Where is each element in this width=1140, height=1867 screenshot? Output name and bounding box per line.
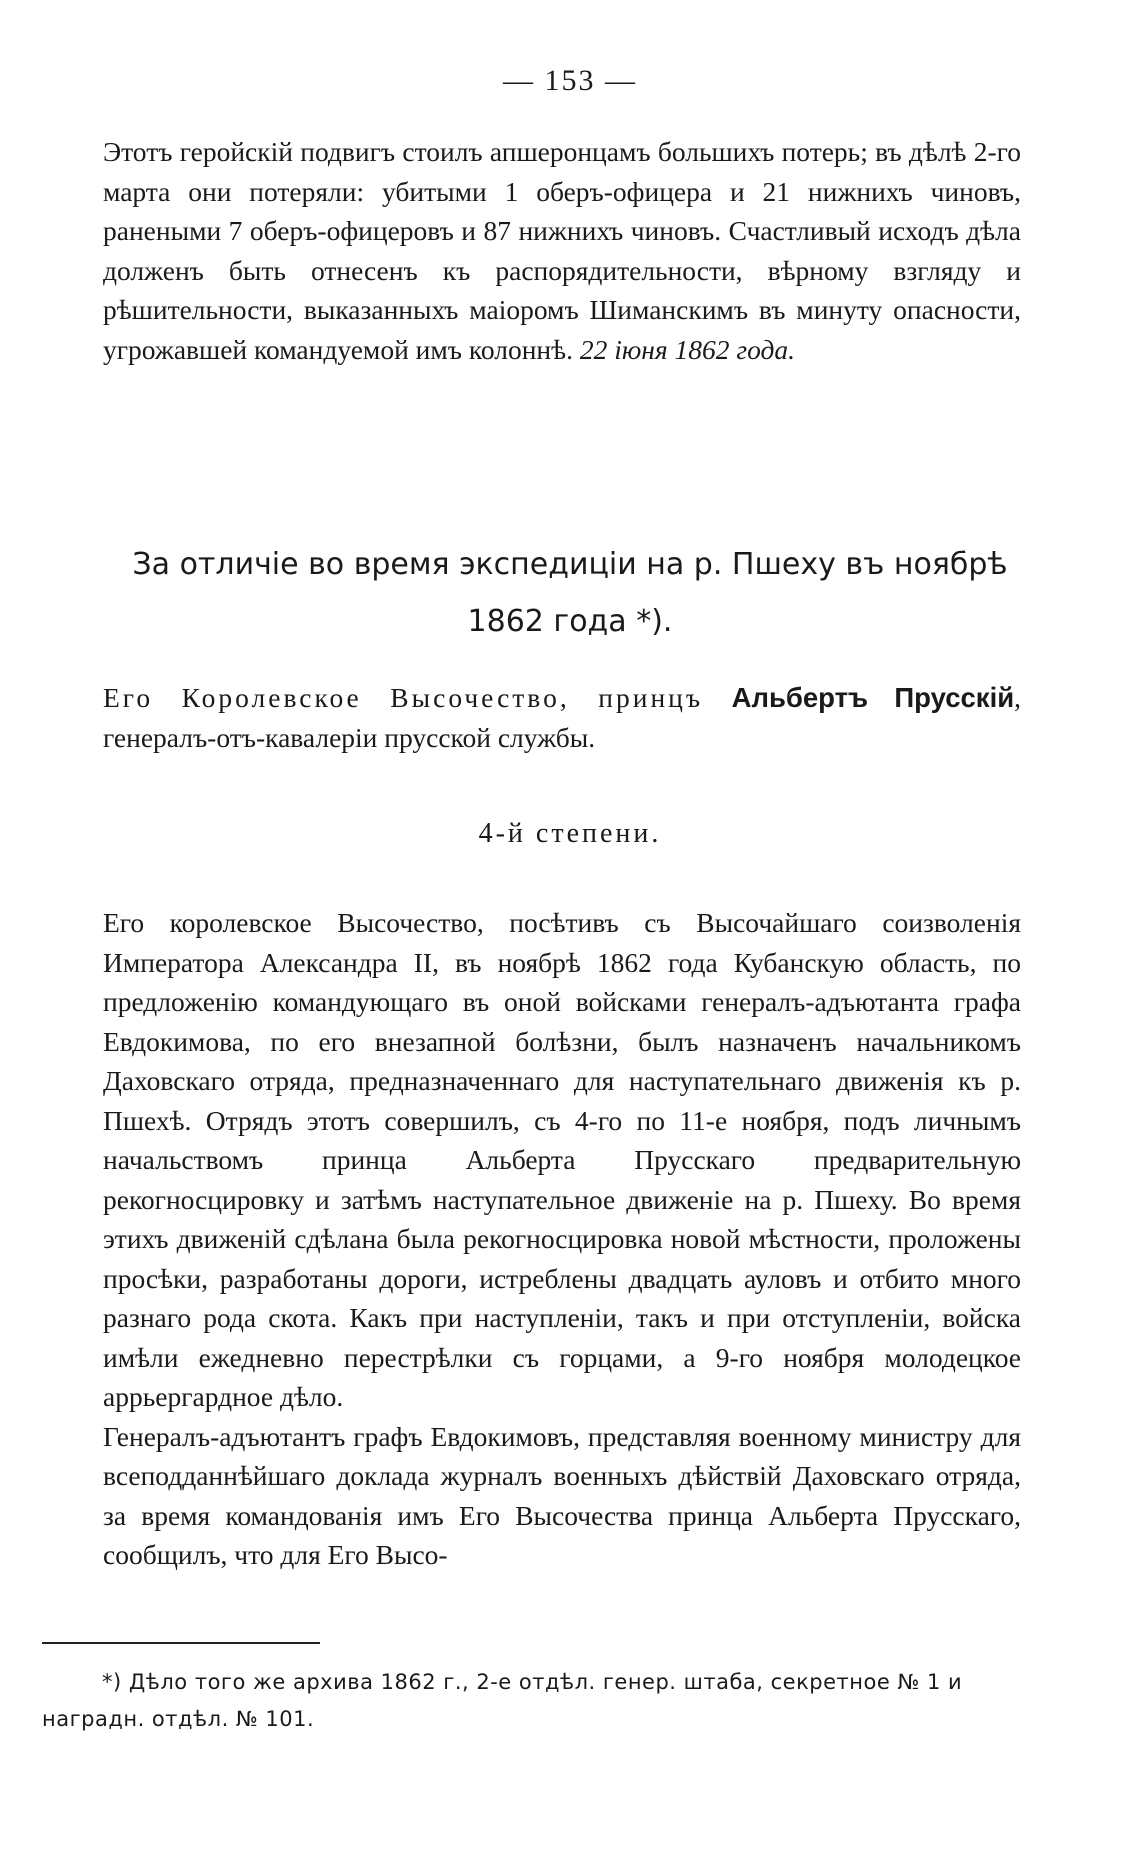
top-paragraph xyxy=(103,132,1021,369)
top-paragraph-text xyxy=(103,132,1021,369)
main-text xyxy=(103,903,1021,1575)
footnote-line-1: *) Дѣло того же архива 1862 г., 2-е отдѣл. генер. штаба, секретное № 1 и xyxy=(102,1670,963,1694)
top-paragraph-body: Этотъ геройскій подвигъ стоилъ апшеронцамъ большихъ потерь; въ дѣлѣ 2-го марта они потеряли: убитыми 1 оберъ-офицера и 21 нижнихъ чиновъ, ранеными 7 оберъ-офицеровъ и 87 нижнихъ чиновъ. Счастливый исходъ дѣла долженъ быть отнесенъ къ распорядительности, вѣрному взгляду и рѣшительности, выказанныхъ маіоромъ Шиманскимъ въ минуту опасности, угрожавшей командуемой имъ колоннѣ. xyxy=(103,136,1021,365)
footnote-line-2: наградн. отдѣл. № 101. xyxy=(42,1707,315,1731)
footnote xyxy=(42,1664,1022,1738)
award-degree: 4-й степени. xyxy=(478,818,662,849)
award-recipient-text xyxy=(103,678,1021,757)
award-intro: Его Королевское Высочество, принцъ xyxy=(103,682,732,713)
award-name: Альбертъ Прусскій xyxy=(731,682,1015,713)
section-heading-line2: 1862 года *). xyxy=(467,604,673,639)
award-recipient xyxy=(103,678,1021,757)
main-paragraph-2: Генералъ-адъютантъ графъ Евдокимовъ, представляя военному министру для всеподданнѣйшаго доклада журналъ военныхъ дѣйствій Даховскаго отряда, за время командованія имъ Его Высочества принца Альберта Прусскаго, сообщилъ, что для Его Высо- xyxy=(103,1420,1021,1570)
footnote-divider xyxy=(42,1642,320,1644)
section-heading-line1: За отличіе во время экспедиціи на р. Пшеху въ ноябрѣ xyxy=(132,547,1008,582)
section-heading xyxy=(60,536,1080,650)
page-number: — 153 — xyxy=(503,64,637,97)
top-paragraph-date: 22 іюня 1862 года. xyxy=(579,333,796,365)
award-rest: , генералъ-отъ-кавалеріи прусской службы. xyxy=(103,682,1021,753)
main-paragraph-1: Его королевское Высочество, посѣтивъ съ Высочайшаго соизволенія Императора Александра II, въ ноябрѣ 1862 года Кубанскую область, по предложенію командующаго въ оной войсками генералъ-адъютанта графа Евдокимова, по его внезапной болѣзни, былъ назначенъ начальникомъ Даховскаго отряда, предназначеннаго для наступательнаго движенія къ р. Пшехѣ. Отрядъ этотъ совершилъ, съ 4-го по 11-е ноября, подъ личнымъ начальствомъ принца Альберта Прусскаго предварительную рекогносцировку и затѣмъ наступательное движеніе на р. Пшеху. Во время этихъ движеній сдѣлана была рекогносцировка новой мѣстности, проложены просѣки, разработаны дороги, истреблены двадцать ауловъ и отбито много разнаго рода скота. Какъ при наступленіи, такъ и при отступленіи, войска имѣли ежедневно перестрѣлки съ горцами, а 9-го ноября молодецкое аррьергардное дѣло. xyxy=(103,907,1021,1412)
